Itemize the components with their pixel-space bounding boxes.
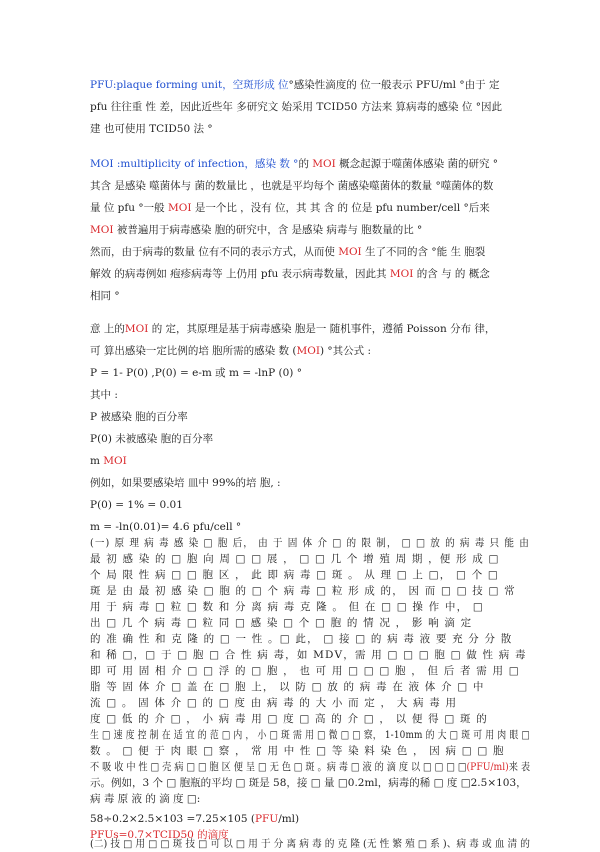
definition-m bbox=[90, 454, 127, 468]
pfu-unit-highlight: (PFU/ml) bbox=[466, 761, 509, 773]
calc-line-2: PFUs=0.7×TCID50 的滴度 bbox=[90, 829, 229, 841]
pfu-highlight: PFU bbox=[254, 813, 279, 825]
definition-p0: P(0) 未被感染 胞的百分率 bbox=[90, 433, 214, 445]
definition-p: P 被感染 胞的百分率 bbox=[90, 411, 188, 423]
moi-def-line-5 bbox=[90, 245, 485, 259]
moi-highlight: MOI bbox=[338, 246, 362, 258]
formula-line-2 bbox=[90, 344, 371, 358]
moi-def-text: 概念起源于噬菌体感染 菌的研究 ° bbox=[335, 158, 499, 170]
pfu-line-3: 建 也可使用 TCID50 法 ° bbox=[90, 123, 213, 135]
section1-line-9: 即 可 用 固 相 介 □ □ 浮 的 □ 胞 ， 也 可 用 □ □ □ 胞 ， 但 后 者 需 用 □ bbox=[90, 665, 520, 677]
calc-text: /ml) bbox=[278, 813, 300, 825]
moi-highlight: MOI bbox=[90, 224, 114, 236]
pfu-term: PFU:plaque forming unit，空斑形成 位 bbox=[90, 79, 289, 91]
section1-line-12: 度 □ 低 的 介 □ ， 小 病 毒 用 □ 度 □ 高 的 介 □ ， 以 便 得 □ 斑 的 bbox=[90, 713, 488, 725]
moi-term: MOI :multiplicity of infection，感染 数 ° bbox=[90, 158, 299, 170]
moi-def-text: 的含 与 的 概念 bbox=[413, 268, 490, 280]
section1-line-3: 个 局 限 性 病 □ □ 胞 区 ， 此 即 病 毒 □ 斑 。 从 理 □ 上 □， □ 个 □ bbox=[90, 569, 500, 581]
section1-line-1: (一) 原 理 病 毒 感 染 □ 胞 后， 由 于 固 体 介 □ 的 限 制， □ □ 放 的 病 毒 只 能 由 bbox=[90, 537, 530, 549]
section1-text: 来 表 bbox=[508, 761, 531, 773]
example-line: 例如，如果要感染培 皿中 99%的培 胞, : bbox=[90, 477, 281, 489]
section1-text: 不 吸 收 中 性 □ 壳 病 □ □ 胞 区 便 呈 □ 无 色 □ 斑 。病 毒 □ 液 的 滴 度 以 □ □ □ □ bbox=[90, 761, 467, 773]
moi-def-text: 被普遍用于病毒感染 胞的研究中，含 是感染 病毒与 胞数量的比 ° bbox=[113, 224, 423, 236]
moi-def-text: 是一个比 ，没有 位，其 其 含 的 位是 pfu number/cell °后来 bbox=[191, 202, 490, 214]
section1-line-7: 的 准 确 性 和 克 隆 的 □ 一 性 。□ 此， □ 接 □ 的 病 毒 液 要 充 分 分 散 bbox=[90, 633, 513, 645]
moi-def-text: 的 bbox=[298, 158, 313, 170]
poisson-equation: P = 1- P(0) ,P(0) = e-m 或 m = -lnP (0) ° bbox=[90, 367, 302, 379]
moi-def-text: 量 位 pfu °一般 bbox=[90, 202, 168, 214]
moi-highlight: MOI bbox=[103, 455, 127, 467]
section1-line-5: 用 于 病 毒 □ 粒 □ 数 和 分 离 病 毒 克 隆 。 但 在 □ □ 操 作 中， □ bbox=[90, 601, 484, 613]
moi-highlight: MOI bbox=[296, 345, 320, 357]
formula-text: 的 定，其原理是基于病毒感染 胞是一 随机事件，遵循 Poisson 分布 律， bbox=[148, 323, 496, 335]
section1-line-4: 斑 是 由 最 初 感 染 □ 胞 的 □ 个 病 毒 □ 粒 形 成 的， 因 而 □ □ 技 □ 常 bbox=[90, 585, 516, 597]
section1-line-13: 生 □ 速 度 控 制 在 适 宜 的 范 □ 内 ， 小 □ 斑 需 用 □ 微 □ □ 察， 1-10mm 的 大 □ 斑 可 用 肉 眼 □ bbox=[90, 729, 530, 741]
moi-highlight: MOI bbox=[124, 323, 149, 335]
moi-def-text: 然而，由于病毒的数量 位有不同的表示方式，从而使 bbox=[90, 246, 339, 258]
moi-def-line-1 bbox=[90, 157, 498, 171]
example-eq-m: m = -ln(0.01)= 4.6 pfu/cell ° bbox=[90, 521, 242, 533]
section1-line-11: 流 □ 。 固 体 介 □ 的 □ 度 由 病 毒 的 大 小 而 定 ， 大 病 毒 用 bbox=[90, 697, 458, 709]
formula-line-1 bbox=[90, 322, 495, 336]
section2-line-1: (二) 技 □ 用 □ □ 斑 技 □ 可 以 □ 用 于 分 离 病 毒 的 克 隆 (无 性 繁 殖 □ 系 )、病 毒 或 血 清 的 bbox=[90, 839, 530, 850]
formula-text: 可 算出感染一定比例的培 胞所需的感染 数 ( bbox=[90, 345, 297, 357]
section1-line-6: 出 □ 几 个 病 毒 □ 粒 同 □ 感 染 □ 个 □ 胞 的 情 况 ， 影 响 滴 定 bbox=[90, 617, 473, 629]
example-eq-p0: P(0) = 1% = 0.01 bbox=[90, 499, 183, 511]
moi-def-line-2: 其含 是感染 噬菌体与 菌的数量比 ，也就是平均每个 菌感染噬菌体的数量 °噬菌体的数 bbox=[90, 180, 494, 192]
where-label: 其中 : bbox=[90, 389, 118, 401]
moi-highlight: MOI bbox=[167, 202, 192, 214]
moi-def-line-6 bbox=[90, 267, 490, 281]
formula-text: ) °其公式 : bbox=[319, 345, 372, 357]
moi-def-line-3 bbox=[90, 201, 490, 215]
moi-highlight: MOI bbox=[389, 268, 414, 280]
formula-text: m bbox=[90, 455, 104, 467]
section1-line-8: 和 稀 □，□ 于 □ 胞 □ 合 性 病 毒，如 MDV，需 用 □ □ □ 胞 □ 做 性 病 毒 bbox=[90, 649, 527, 661]
moi-def-text: 解效 的病毒例如 疱疹病毒等 上仍用 pfu 表示病毒数量，因此其 bbox=[90, 268, 390, 280]
section1-line-10: 脂 等 固 体 介 □ 盖 在 □ 胞 上， 以 防 □ 放 的 病 毒 在 液 体 介 □ 中 bbox=[90, 681, 485, 693]
section1-line-16: 示。例如，3 个 □ 胞瓶的平均 □ 斑是 58，接 □ 量 □0.2ml，病毒的稀 □ 度 □2.5×103， bbox=[90, 777, 527, 789]
calc-text: 58÷0.2×2.5×103 =7.25×105 ( bbox=[90, 813, 255, 825]
moi-highlight: MOI bbox=[312, 158, 336, 170]
section1-line-15 bbox=[90, 760, 530, 774]
calc-line-1 bbox=[90, 812, 299, 826]
section1-line-14: 数 。 □ 便 于 肉 眼 □ 察 ， 常 用 中 性 □ 等 染 料 染 色 ， 因 病 □ □ 胞 bbox=[90, 745, 505, 757]
section1-line-2: 最 初 感 染 的 □ 胞 向 周 □ □ 展 ， □ □ 几 个 增 殖 周 期 ，便 形 成 □ bbox=[90, 553, 500, 565]
moi-def-text: 生了不同的含 °能 生 胞裂 bbox=[361, 246, 486, 258]
moi-def-line-4 bbox=[90, 223, 422, 237]
pfu-line-1 bbox=[90, 78, 499, 92]
section1-line-17: 病 毒 原 液 的 滴 度 □: bbox=[90, 793, 201, 805]
formula-text: 意 上的 bbox=[90, 323, 125, 335]
pfu-line-1-rest: °感染性滴度的 位一般表示 PFU/ml °由于 定 bbox=[288, 79, 500, 91]
moi-def-line-7: 相同 ° bbox=[90, 290, 120, 302]
pfu-line-2: pfu 往往重 性 差，因此近些年 多研究文 始采用 TCID50 方法来 算病毒的感染 位 °因此 bbox=[90, 101, 502, 113]
